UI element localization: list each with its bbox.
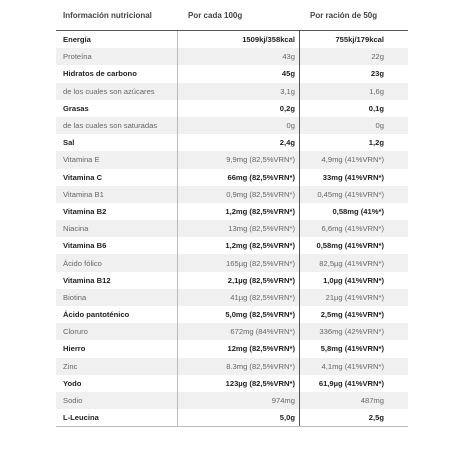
nutrient-name: Niacina <box>56 220 178 237</box>
table-row <box>56 272 408 289</box>
table-header <box>56 0 408 30</box>
value-per-100g: 8.3mg (82,5%VRN*) <box>178 358 300 375</box>
header-per-serving: Por ración de 50g <box>310 10 378 20</box>
value-per-serving: 2,5g <box>368 413 384 423</box>
value-per-100g: 5,0g <box>178 409 300 426</box>
value-per-serving: 0,45mg (41%VRN*) <box>317 189 384 199</box>
value-per-serving: 22g <box>371 52 384 62</box>
value-per-100g: 12mg (82,5%VRN*) <box>178 340 300 357</box>
nutrient-name: Grasas <box>56 100 178 117</box>
value-per-serving: 61,9µg (41%VRN*) <box>318 378 384 388</box>
value-per-100g: 41µg (82,5%VRN*) <box>178 289 300 306</box>
value-per-100g: 3,1g <box>178 83 300 100</box>
value-per-100g: 13mg (82,5%VRN*) <box>178 220 300 237</box>
nutrient-name: Proteína <box>56 48 178 65</box>
value-per-100g: 9,9mg (82,5%VRN*) <box>178 151 300 168</box>
value-per-serving: 0,1g <box>368 103 384 113</box>
value-per-serving: 6,6mg (41%VRN*) <box>321 224 384 234</box>
nutrient-name: Cloruro <box>56 323 178 340</box>
value-per-100g: 165µg (82,5%VRN*) <box>178 254 300 271</box>
value-per-serving: 1,2g <box>368 138 384 148</box>
table-row <box>56 83 408 100</box>
header-nutrition-info: Información nutricional <box>63 10 152 20</box>
value-per-serving: 487mg <box>360 396 384 406</box>
table-row <box>56 65 408 82</box>
header-per-100g: Por cada 100g <box>188 10 243 20</box>
nutrient-name: Vitamina C <box>56 169 178 186</box>
table-row <box>56 220 408 237</box>
value-per-serving: 4,1mg (41%VRN*) <box>321 361 384 371</box>
nutrient-name: Hidratos de carbono <box>56 65 178 82</box>
table-row <box>56 340 408 357</box>
table-row <box>56 31 408 48</box>
table-body <box>56 30 408 427</box>
nutrient-name: de las cuales son saturadas <box>56 117 178 134</box>
nutrient-name: Vitamina B1 <box>56 186 178 203</box>
value-per-100g: 45g <box>178 65 300 82</box>
nutrient-name: Vitamina E <box>56 151 178 168</box>
value-per-serving: 0,58mg (41%VRN*) <box>316 241 384 251</box>
value-per-100g: 5,0mg (82,5%VRN*) <box>178 306 300 323</box>
value-per-serving: 755kj/179kcal <box>335 35 384 45</box>
value-per-100g: 1,2mg (82,5%VRN*) <box>178 203 300 220</box>
nutrient-name: Vitamina B2 <box>56 203 178 220</box>
nutrient-name: Ácido fólico <box>56 254 178 271</box>
value-per-serving: 5,8mg (41%VRN*) <box>320 344 384 354</box>
value-per-100g: 0,2g <box>178 100 300 117</box>
nutrient-name: de los cuales son azúcares <box>56 83 178 100</box>
value-per-100g: 1,2mg (82,5%VRN*) <box>178 237 300 254</box>
value-per-100g: 123µg (82,5%VRN*) <box>178 375 300 392</box>
table-row <box>56 151 408 168</box>
nutrient-name: Zinc <box>56 358 178 375</box>
table-row <box>56 117 408 134</box>
nutrient-name: Biotina <box>56 289 178 306</box>
table-row <box>56 237 408 254</box>
nutrient-name: L-Leucina <box>56 409 178 426</box>
nutrient-name: Yodo <box>56 375 178 392</box>
value-per-100g: 1509kj/358kcal <box>178 31 300 48</box>
table-row <box>56 375 408 392</box>
value-per-serving: 0,58mg (41%*) <box>332 206 384 216</box>
nutrient-name: Sal <box>56 134 178 151</box>
value-per-100g: 43g <box>178 48 300 65</box>
table-row <box>56 358 408 375</box>
value-per-serving: 33mg (41%VRN*) <box>322 172 384 182</box>
table-row <box>56 134 408 151</box>
table-row <box>56 323 408 340</box>
table-row <box>56 48 408 65</box>
table-row <box>56 186 408 203</box>
value-per-serving: 336mg (42%VRN*) <box>319 327 384 337</box>
nutrition-table <box>56 0 408 427</box>
value-per-100g: 2,4g <box>178 134 300 151</box>
value-per-serving: 82,5µg (41%VRN*) <box>319 258 384 268</box>
value-per-serving: 21µg (41%VRN*) <box>325 292 384 302</box>
nutrient-name: Energía <box>56 31 178 48</box>
nutrient-name: Sodio <box>56 392 178 409</box>
nutrient-name: Vitamina B12 <box>56 272 178 289</box>
table-row <box>56 203 408 220</box>
table-row <box>56 254 408 271</box>
value-per-serving: 23g <box>370 69 384 79</box>
nutrient-name: Ácido pantoténico <box>56 306 178 323</box>
table-row <box>56 169 408 186</box>
table-row <box>56 392 408 409</box>
value-per-100g: 672mg (84%VRN*) <box>178 323 300 340</box>
table-row <box>56 306 408 323</box>
value-per-serving: 0g <box>375 121 384 131</box>
nutrient-name: Hierro <box>56 340 178 357</box>
table-row <box>56 100 408 117</box>
table-row <box>56 289 408 306</box>
value-per-serving: 2,5mg (41%VRN*) <box>320 310 384 320</box>
value-per-serving: 4,9mg (41%VRN*) <box>321 155 384 165</box>
value-per-serving: 1,0µg (41%VRN*) <box>323 275 384 285</box>
value-per-100g: 2,1µg (82,5%VRN*) <box>178 272 300 289</box>
table-row <box>56 409 408 427</box>
nutrient-name: Vitamina B6 <box>56 237 178 254</box>
value-per-100g: 66mg (82,5%VRN*) <box>178 169 300 186</box>
value-per-serving: 1,6g <box>369 86 384 96</box>
value-per-100g: 0g <box>178 117 300 134</box>
value-per-100g: 0,9mg (82,5%VRN*) <box>178 186 300 203</box>
value-per-100g: 974mg <box>178 392 300 409</box>
